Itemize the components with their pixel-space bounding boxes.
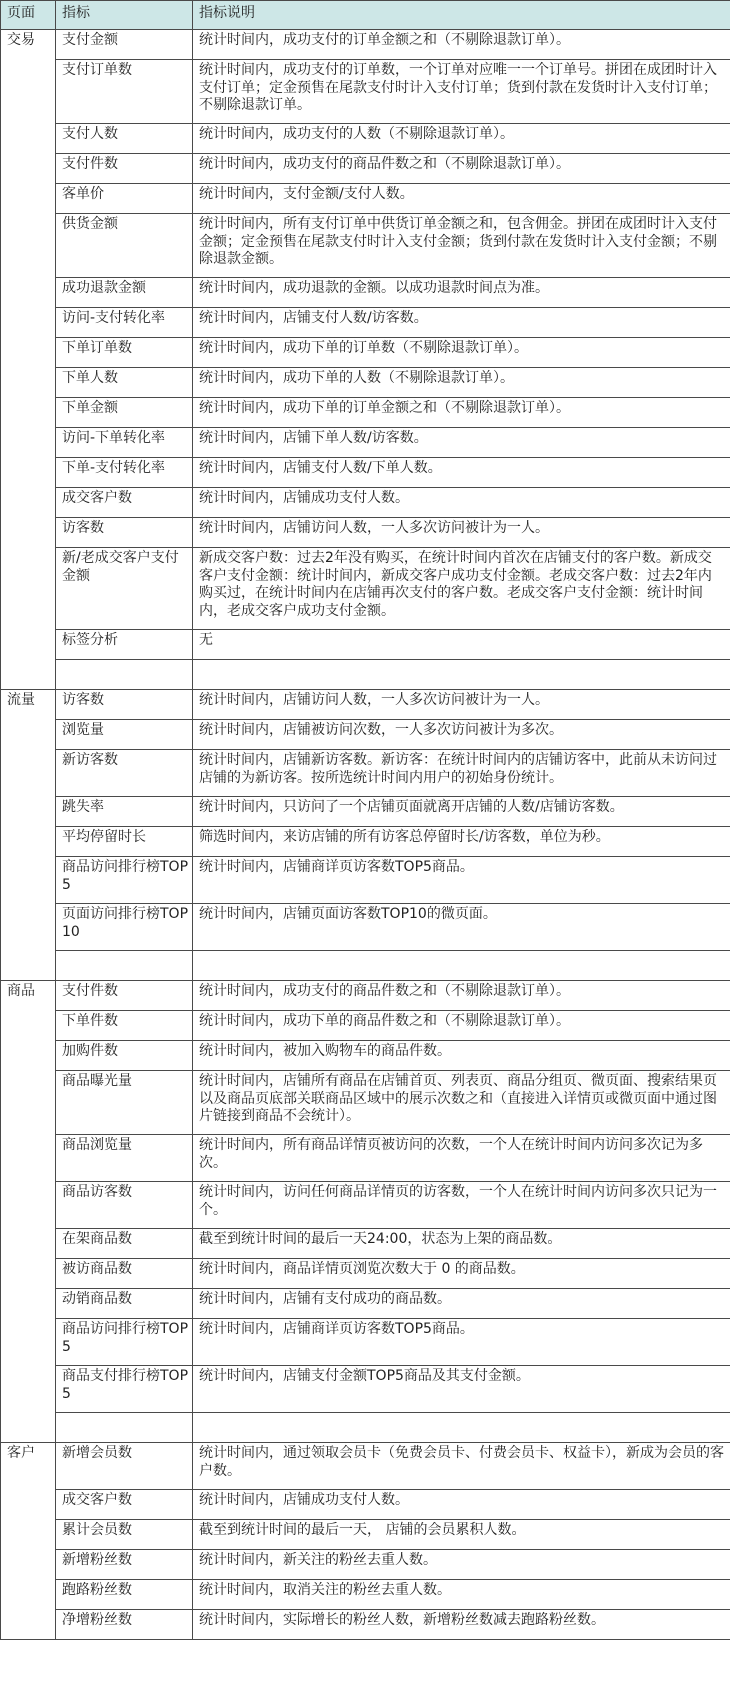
- metric-cell: 累计会员数: [56, 1520, 193, 1550]
- metric-cell: 下单订单数: [56, 338, 193, 368]
- page-cell: 商品: [1, 981, 56, 1443]
- metric-cell: 跑路粉丝数: [56, 1580, 193, 1610]
- header-page: 页面: [1, 1, 56, 30]
- description-cell: 统计时间内，店铺下单人数/访客数。: [193, 428, 730, 458]
- table-row: [1, 548, 730, 630]
- table-row: [1, 398, 730, 428]
- table-row: [1, 1182, 730, 1229]
- table-row: [1, 214, 730, 278]
- table-row: [1, 904, 730, 951]
- table-row: [1, 30, 730, 60]
- table-row: [1, 981, 730, 1011]
- description-cell: [193, 951, 730, 981]
- description-cell: 统计时间内，店铺商详页访客数TOP5商品。: [193, 857, 730, 904]
- header-metric: 指标: [56, 1, 193, 30]
- table-row: [1, 60, 730, 124]
- table-row: [1, 1229, 730, 1259]
- metric-cell: 下单人数: [56, 368, 193, 398]
- table-row: [1, 1610, 730, 1640]
- table-row: [1, 1135, 730, 1182]
- table-row: [1, 184, 730, 214]
- table-row: [1, 458, 730, 488]
- metric-cell: 新/老成交客户支付金额: [56, 548, 193, 630]
- description-cell: 统计时间内，店铺被访问次数，一人多次访问被计为多次。: [193, 720, 730, 750]
- metric-cell: 新增粉丝数: [56, 1550, 193, 1580]
- metric-cell: 访客数: [56, 690, 193, 720]
- description-cell: 统计时间内，成功下单的商品件数之和（不剔除退款订单）。: [193, 1011, 730, 1041]
- description-cell: 统计时间内，成功支付的人数（不剔除退款订单）。: [193, 124, 730, 154]
- table-row: [1, 1366, 730, 1413]
- description-cell: 新成交客户数：过去2年没有购买，在统计时间内首次在店铺支付的客户数。新成交客户支付金额：统计时间内，新成交客户成功支付金额。老成交客户数：过去2年内购买过，在统计时间内在店铺再次支付的客户数。老成交客户支付金额：统计时间内，老成交客户成功支付金额。: [193, 548, 730, 630]
- table-row: [1, 428, 730, 458]
- description-cell: 统计时间内，支付金额/支付人数。: [193, 184, 730, 214]
- table-row: [1, 827, 730, 857]
- metric-cell: 商品曝光量: [56, 1071, 193, 1135]
- header-row: [1, 1, 730, 30]
- table-row: [1, 660, 730, 690]
- table-row: [1, 278, 730, 308]
- table-row: [1, 338, 730, 368]
- description-cell: 统计时间内，店铺支付金额TOP5商品及其支付金额。: [193, 1366, 730, 1413]
- description-cell: 截至到统计时间的最后一天24:00，状态为上架的商品数。: [193, 1229, 730, 1259]
- description-cell: 截至到统计时间的最后一天， 店铺的会员累积人数。: [193, 1520, 730, 1550]
- description-cell: 统计时间内，成功支付的商品件数之和（不剔除退款订单）。: [193, 981, 730, 1011]
- description-cell: 统计时间内，实际增长的粉丝人数，新增粉丝数减去跑路粉丝数。: [193, 1610, 730, 1640]
- metric-cell: 商品访问排行榜TOP5: [56, 857, 193, 904]
- table-row: [1, 1490, 730, 1520]
- description-cell: 统计时间内，店铺支付人数/访客数。: [193, 308, 730, 338]
- metric-cell: 访问-支付转化率: [56, 308, 193, 338]
- description-cell: 统计时间内，新关注的粉丝去重人数。: [193, 1550, 730, 1580]
- metric-cell: 下单-支付转化率: [56, 458, 193, 488]
- metric-cell: 支付人数: [56, 124, 193, 154]
- metric-cell: 在架商品数: [56, 1229, 193, 1259]
- metric-cell: 下单件数: [56, 1011, 193, 1041]
- metric-cell: [56, 951, 193, 981]
- metric-cell: 商品访问排行榜TOP5: [56, 1319, 193, 1366]
- description-cell: 统计时间内，成功下单的人数（不剔除退款订单）。: [193, 368, 730, 398]
- table-row: [1, 1580, 730, 1610]
- table-row: [1, 1520, 730, 1550]
- page-cell: 交易: [1, 30, 56, 690]
- description-cell: [193, 660, 730, 690]
- table-body: [1, 30, 730, 1640]
- metric-cell: 成功退款金额: [56, 278, 193, 308]
- metric-cell: 页面访问排行榜TOP10: [56, 904, 193, 951]
- table-row: [1, 368, 730, 398]
- metric-cell: 成交客户数: [56, 488, 193, 518]
- metric-cell: 标签分析: [56, 630, 193, 660]
- description-cell: 统计时间内，通过领取会员卡（免费会员卡、付费会员卡、权益卡），新成为会员的客户数。: [193, 1443, 730, 1490]
- table-row: [1, 797, 730, 827]
- description-cell: 统计时间内，店铺商详页访客数TOP5商品。: [193, 1319, 730, 1366]
- description-cell: 统计时间内，店铺页面访客数TOP10的微页面。: [193, 904, 730, 951]
- table-row: [1, 124, 730, 154]
- page-cell: 客户: [1, 1443, 56, 1640]
- table-row: [1, 857, 730, 904]
- description-cell: 统计时间内，所有商品详情页被访问的次数，一个人在统计时间内访问多次记为多次。: [193, 1135, 730, 1182]
- table-row: [1, 630, 730, 660]
- metric-cell: 新访客数: [56, 750, 193, 797]
- metric-cell: 被访商品数: [56, 1259, 193, 1289]
- metric-cell: 商品支付排行榜TOP5: [56, 1366, 193, 1413]
- description-cell: 统计时间内，所有支付订单中供货订单金额之和，包含佣金。拼团在成团时计入支付金额；定金预售在尾款支付时计入支付金额；货到付款在发货时计入支付金额；不剔除退款金额。: [193, 214, 730, 278]
- metric-cell: 访客数: [56, 518, 193, 548]
- description-cell: 无: [193, 630, 730, 660]
- metric-cell: 浏览量: [56, 720, 193, 750]
- table-row: [1, 308, 730, 338]
- metric-cell: 商品浏览量: [56, 1135, 193, 1182]
- description-cell: 统计时间内，成功下单的订单金额之和（不剔除退款订单）。: [193, 398, 730, 428]
- description-cell: 统计时间内，店铺成功支付人数。: [193, 1490, 730, 1520]
- table-row: [1, 154, 730, 184]
- description-cell: 统计时间内，店铺成功支付人数。: [193, 488, 730, 518]
- description-cell: 统计时间内，取消关注的粉丝去重人数。: [193, 1580, 730, 1610]
- table-row: [1, 1289, 730, 1319]
- table-row: [1, 1443, 730, 1490]
- metric-cell: 访问-下单转化率: [56, 428, 193, 458]
- table-row: [1, 1550, 730, 1580]
- metric-cell: 新增会员数: [56, 1443, 193, 1490]
- table-row: [1, 1413, 730, 1443]
- table-row: [1, 518, 730, 548]
- table-row: [1, 951, 730, 981]
- description-cell: 统计时间内，店铺新访客数。新访客：在统计时间内的店铺访客中，此前从未访问过店铺的为新访客。按所选统计时间内用户的初始身份统计。: [193, 750, 730, 797]
- description-cell: 统计时间内，只访问了一个店铺页面就离开店铺的人数/店铺访客数。: [193, 797, 730, 827]
- description-cell: 统计时间内，商品详情页浏览次数大于 0 的商品数。: [193, 1259, 730, 1289]
- metric-cell: 客单价: [56, 184, 193, 214]
- page-cell: 流量: [1, 690, 56, 981]
- metric-cell: 加购件数: [56, 1041, 193, 1071]
- description-cell: 统计时间内，店铺访问人数，一人多次访问被计为一人。: [193, 690, 730, 720]
- description-cell: 统计时间内，被加入购物车的商品件数。: [193, 1041, 730, 1071]
- description-cell: 统计时间内，访问任何商品详情页的访客数，一个人在统计时间内访问多次只记为一个。: [193, 1182, 730, 1229]
- metric-cell: 跳失率: [56, 797, 193, 827]
- metric-cell: [56, 1413, 193, 1443]
- metric-cell: 供货金额: [56, 214, 193, 278]
- metric-cell: 下单金额: [56, 398, 193, 428]
- description-cell: 筛选时间内，来访店铺的所有访客总停留时长/访客数，单位为秒。: [193, 827, 730, 857]
- table-row: [1, 1041, 730, 1071]
- description-cell: 统计时间内，成功支付的订单金额之和（不剔除退款订单）。: [193, 30, 730, 60]
- metric-cell: 商品访客数: [56, 1182, 193, 1229]
- table-row: [1, 750, 730, 797]
- description-cell: 统计时间内，成功下单的订单数（不剔除退款订单）。: [193, 338, 730, 368]
- metric-cell: 支付金额: [56, 30, 193, 60]
- description-cell: 统计时间内，店铺所有商品在店铺首页、列表页、商品分组页、微页面、搜索结果页以及商品页底部关联商品区域中的展示次数之和（直接进入详情页或微页面中通过图片链接到商品不会统计）。: [193, 1071, 730, 1135]
- metric-cell: 平均停留时长: [56, 827, 193, 857]
- description-cell: 统计时间内，店铺访问人数，一人多次访问被计为一人。: [193, 518, 730, 548]
- table-row: [1, 1011, 730, 1041]
- table-row: [1, 720, 730, 750]
- metric-cell: 支付件数: [56, 154, 193, 184]
- metric-cell: 成交客户数: [56, 1490, 193, 1520]
- table-row: [1, 1319, 730, 1366]
- metric-cell: 支付件数: [56, 981, 193, 1011]
- table-row: [1, 488, 730, 518]
- description-cell: 统计时间内，成功支付的商品件数之和（不剔除退款订单）。: [193, 154, 730, 184]
- table-row: [1, 1259, 730, 1289]
- description-cell: 统计时间内，店铺支付人数/下单人数。: [193, 458, 730, 488]
- description-cell: 统计时间内，成功退款的金额。以成功退款时间点为准。: [193, 278, 730, 308]
- header-description: 指标说明: [193, 1, 730, 30]
- metric-cell: [56, 660, 193, 690]
- metric-cell: 净增粉丝数: [56, 1610, 193, 1640]
- description-cell: 统计时间内，成功支付的订单数，一个订单对应唯一一个订单号。拼团在成团时计入支付订单；定金预售在尾款支付时计入支付订单；货到付款在发货时计入支付订单；不剔除退款订单。: [193, 60, 730, 124]
- table-row: [1, 1071, 730, 1135]
- description-cell: [193, 1413, 730, 1443]
- metric-cell: 支付订单数: [56, 60, 193, 124]
- table-row: [1, 690, 730, 720]
- description-cell: 统计时间内，店铺有支付成功的商品数。: [193, 1289, 730, 1319]
- metric-cell: 动销商品数: [56, 1289, 193, 1319]
